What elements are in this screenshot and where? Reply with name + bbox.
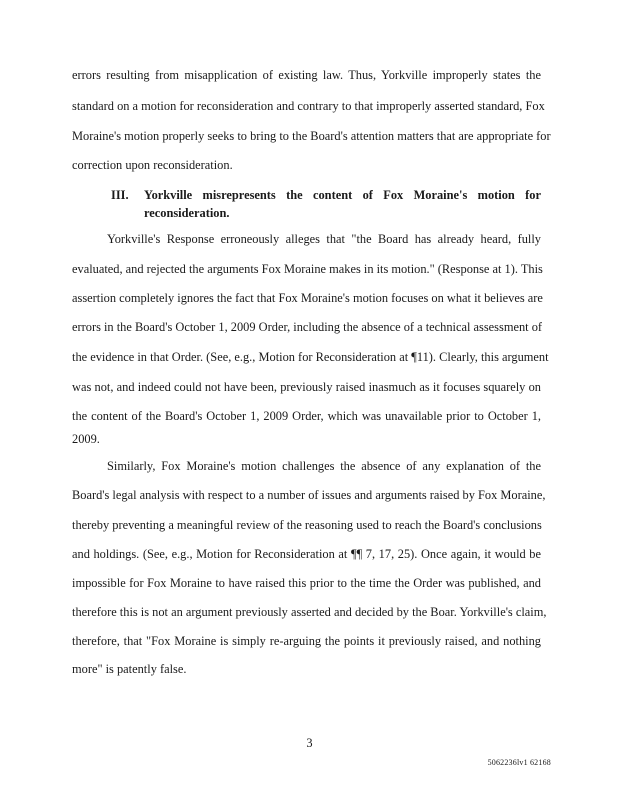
body-line: Similarly, Fox Moraine's motion challenges the absence of any explanation of the	[107, 459, 541, 473]
body-line: the content of the Board's October 1, 2009 Order, which was unavailable prior to October 1,	[72, 409, 541, 423]
body-line: correction upon reconsideration.	[72, 158, 233, 172]
body-line: therefore, that "Fox Moraine is simply re-arguing the points it previously raised, and nothing	[72, 634, 541, 648]
body-line: therefore this is not an argument previously asserted and decided by the Boar. Yorkville's claim,	[72, 605, 547, 619]
document-id: 5062236lv1 62168	[487, 758, 551, 767]
body-line: errors in the Board's October 1, 2009 Order, including the absence of a technical assessment of	[72, 320, 543, 334]
body-line: and holdings. (See, e.g., Motion for Reconsideration at ¶¶ 7, 17, 25). Once again, it would be	[72, 547, 541, 561]
body-line: thereby preventing a meaningful review of the reasoning used to reach the Board's conclusions	[72, 518, 542, 532]
body-line: Yorkville's Response erroneously alleges that "the Board has already heard, fully	[107, 232, 541, 246]
body-line: more" is patently false.	[72, 662, 187, 676]
page-number: 3	[306, 736, 313, 750]
body-line: 2009.	[72, 432, 100, 446]
body-line: assertion completely ignores the fact that Fox Moraine's motion focuses on what it believes are	[72, 291, 543, 305]
body-line: impossible for Fox Moraine to have raised this prior to the time the Order was published, and	[72, 576, 541, 590]
body-line: the evidence in that Order. (See, e.g., Motion for Reconsideration at ¶11). Clearly, this argument	[72, 350, 549, 364]
section-number: III.	[111, 188, 129, 202]
body-line: evaluated, and rejected the arguments Fox Moraine makes in its motion." (Response at 1). This	[72, 262, 543, 276]
body-line: Moraine's motion properly seeks to bring to the Board's attention matters that are appropriate for	[72, 129, 551, 143]
section-heading-line: Yorkville misrepresents the content of Fox Moraine's motion for	[144, 188, 541, 202]
body-line: errors resulting from misapplication of existing law. Thus, Yorkville improperly states the	[72, 68, 541, 82]
section-heading-line: reconsideration.	[144, 206, 230, 220]
body-line: was not, and indeed could not have been, previously raised inasmuch as it focuses squarely on	[72, 380, 541, 394]
body-line: Board's legal analysis with respect to a number of issues and arguments raised by Fox Moraine,	[72, 488, 546, 502]
body-line: standard on a motion for reconsideration and contrary to that improperly asserted standard, Fox	[72, 99, 545, 113]
